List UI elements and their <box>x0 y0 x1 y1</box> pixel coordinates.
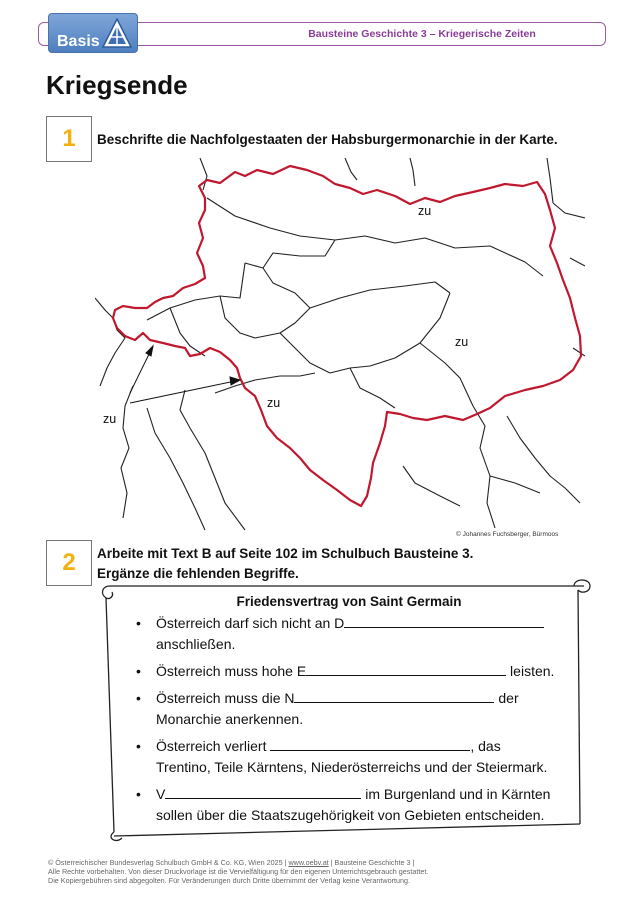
bullet-icon: • <box>136 786 141 802</box>
treaty-heading: Friedensvertrag von Saint Germain <box>236 594 462 609</box>
footer: © Österreichischer Bundesverlag Schulbuch GmbH & Co. KG, Wien 2025 | www.oebv.at | Bausteine Geschichte 3 | Alle Rechte vorbehalten. Von dieser Druckvorlage ist die Vervielfältigung für den eigenen Unterrichtsgebrauch gestattet. Die Kopiergebühren sind abgegolten. Für Veränderungen durch Dritte übernimmt der Verlag keine Verantwortung. <box>48 858 429 885</box>
fill-in-blank[interactable] <box>294 689 494 703</box>
fill-in-blank[interactable] <box>165 785 361 799</box>
list-item: • V im Burgenland und in Kärnten sollen über die Staatszugehörigkeit von Gebieten entscheiden. <box>136 786 551 823</box>
treaty-list <box>118 613 580 826</box>
publisher-link[interactable]: www.oebv.at <box>288 858 329 867</box>
task-2-instruction-line2: Ergänze die fehlenden Begriffe. <box>97 566 299 581</box>
task-number-1: 1 <box>46 116 92 162</box>
task-number-2: 2 <box>46 540 92 586</box>
map-label-east: zu <box>455 335 469 349</box>
fill-in-blank[interactable] <box>306 662 506 676</box>
bullet-icon: • <box>136 615 141 631</box>
list-item: • Österreich darf sich nicht an D anschließen. <box>118 613 580 655</box>
list-item: • Österreich verliert , das Trentino, Teile Kärntens, Niederösterreichs und der Steiermark. <box>136 738 548 775</box>
triangle-logo-icon <box>101 17 133 49</box>
basis-logo <box>48 13 138 53</box>
bullet-icon: • <box>136 690 141 706</box>
list-item: • Österreich muss die N der Monarchie anerkennen. <box>136 690 519 727</box>
list-item: • Österreich muss hohe E leisten. <box>118 661 580 682</box>
task-2-instruction-line1: Arbeite mit Text B auf Seite 102 im Schulbuch Bausteine 3. <box>97 546 474 561</box>
map-label-north: zu <box>418 204 432 218</box>
map-label-south: zu <box>267 396 281 410</box>
task-1-instruction: Beschrifte die Nachfolgestaaten der Habsburgermonarchie in der Karte. <box>97 132 558 147</box>
basis-logo-text: Basis <box>57 33 100 50</box>
bullet-icon: • <box>136 738 141 754</box>
bullet-icon: • <box>136 663 141 679</box>
map-credit: © Johannes Fuchsberger, Bürmoos <box>456 531 559 538</box>
habsburg-map <box>95 158 585 533</box>
map-label-west: zu <box>103 412 117 426</box>
fill-in-blank[interactable] <box>270 737 470 751</box>
treaty-box <box>118 594 580 832</box>
page-title: Kriegsende <box>46 70 188 100</box>
fill-in-blank[interactable] <box>344 614 544 628</box>
header-title: Bausteine Geschichte 3 – Kriegerische Zeiten <box>308 28 536 40</box>
monarchy-outer-border <box>113 166 581 506</box>
